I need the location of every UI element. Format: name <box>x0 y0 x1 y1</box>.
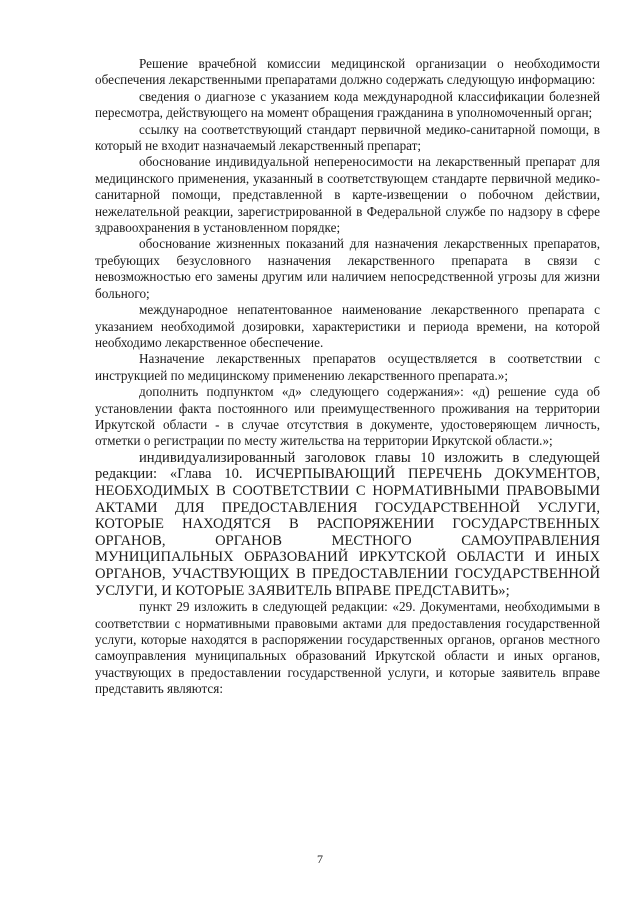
paragraph-commission-decision: Решение врачебной комиссии медицинской организации о необходимости обеспечения лекарственными препаратами должно содержать следующую информацию: <box>95 56 600 88</box>
page-number: 7 <box>317 852 323 866</box>
paragraph-prescription: Назначение лекарственных препаратов осуществляется в соответствии с инструкцией по медицинскому применению лекарственного препарата.»; <box>95 351 600 383</box>
paragraph-vital-indications: обоснование жизненных показаний для назначения лекарственных препаратов, требующих безусловного назначения лекарственного препарата в связи с невозможностью его замены другим или наличием непосредственной угрозы для жизни больного; <box>95 236 600 301</box>
chapter-10-intro: индивидуализированный заголовок главы 10 изложить в следующей редакции: «Глава 10. <box>95 449 600 483</box>
paragraph-item-29: пункт 29 изложить в следующей редакции: «29. Документами, необходимыми в соответствии с нормативными правовыми актами для предоставления государственной услуги, которые находятся в распоряжении государственных органов, органов местного самоуправления муниципальных образований Иркутской области и иных органов, участвующих в предоставлении государственной услуги, и которые заявитель вправе представить являются: <box>95 599 600 697</box>
chapter-10-title: ИСЧЕРПЫВАЮЩИЙ ПЕРЕЧЕНЬ ДОКУМЕНТОВ, НЕОБХОДИМЫХ В СООТВЕТСТВИИ С НОРМАТИВНЫМИ ПРАВОВЫМИ АКТАМИ ДЛЯ ПРЕДОСТАВЛЕНИЯ ГОСУДАРСТВЕННОЙ УСЛУГИ, КОТОРЫЕ НАХОДЯТСЯ В РАСПОРЯЖЕНИИ ГОСУДАРСТВЕННЫХ ОРГАНОВ, ОРГАНОВ МЕСТНОГО САМОУПРАВЛЕНИЯ МУНИЦИПАЛЬНЫХ ОБРАЗОВАНИЙ ИРКУТСКОЙ ОБЛАСТИ И ИНЫХ ОРГАНОВ, УЧАСТВУЮЩИХ В ПРЕДОСТАВЛЕНИИ ГОСУДАРСТВЕННОЙ УСЛУГИ, И КОТОРЫЕ ЗАЯВИТЕЛЬ ВПРАВЕ ПРЕДСТАВИТЬ»; <box>95 466 600 599</box>
paragraph-chapter-10-heading <box>95 450 600 599</box>
paragraph-subitem-d: дополнить подпунктом «д» следующего содержания»: «д) решение суда об установлении факта постоянного или преимущественного проживания на территории Иркутской области - в случае отсутствия в документе, удостоверяющем личность, отметки о регистрации по месту жительства на территории Иркутской области.»; <box>95 384 600 449</box>
document-body <box>95 56 600 698</box>
paragraph-inn-name: международное непатентованное наименование лекарственного препарата с указанием необходимой дозировки, характеристики и периода времени, на которой необходимо лекарственное обеспечение. <box>95 302 600 350</box>
paragraph-standard-reference: ссылку на соответствующий стандарт первичной медико-санитарной помощи, в который не входит назначаемый лекарственный препарат; <box>95 121 600 154</box>
paragraph-diagnosis: сведения о диагнозе с указанием кода международной классификации болезней пересмотра, действующего на момент обращения гражданина в уполномоченный орган; <box>95 88 600 121</box>
paragraph-intolerance: обоснование индивидуальной непереносимости на лекарственный препарат для медицинского применения, указанный в соответствующем стандарте первичной медико-санитарной помощи, представленной в карте-извещении о побочном действии, нежелательной реакции, зарегистрированной в Федеральной службе по надзору в сфере здравоохранения в установленном порядке; <box>95 154 600 236</box>
